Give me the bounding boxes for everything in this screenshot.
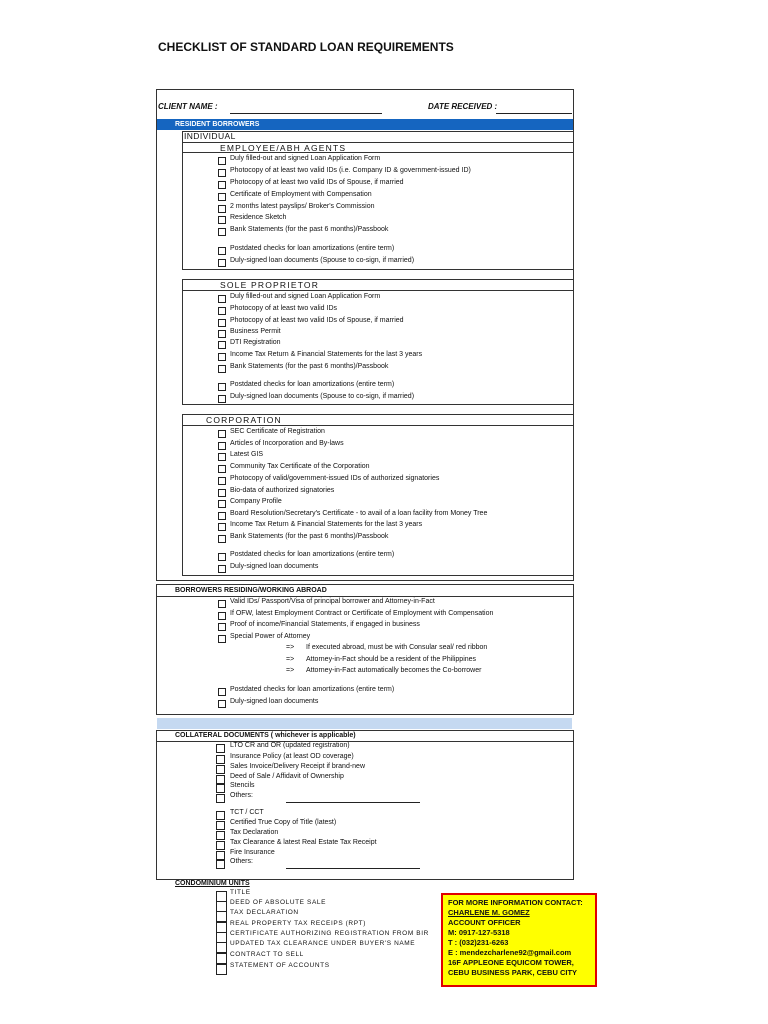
checkbox[interactable] xyxy=(218,442,226,450)
checklist-item-text: Company Profile xyxy=(230,498,282,505)
checkbox[interactable] xyxy=(216,744,225,753)
contact-address-2: CEBU BUSINESS PARK, CEBU CITY xyxy=(448,968,578,977)
checkbox[interactable] xyxy=(216,942,227,953)
others-underline[interactable] xyxy=(286,802,420,803)
page-title: CHECKLIST OF STANDARD LOAN REQUIREMENTS xyxy=(158,40,454,54)
date-received-label: DATE RECEIVED : xyxy=(428,102,498,111)
checklist-item-text: Stencils xyxy=(230,782,255,789)
abroad-divider xyxy=(157,596,573,597)
client-name-field[interactable] xyxy=(230,102,382,114)
date-received-field[interactable] xyxy=(496,102,572,114)
checkbox[interactable] xyxy=(218,535,226,543)
checkbox[interactable] xyxy=(218,365,226,373)
contact-address-1: 16F APPLEONE EQUICOM TOWER, xyxy=(448,958,574,967)
collateral-label: COLLATERAL DOCUMENTS ( whichever is applicable) xyxy=(175,732,356,739)
checkbox[interactable] xyxy=(218,205,226,213)
arrow-marker: => xyxy=(286,667,295,674)
contact-heading: FOR MORE INFORMATION CONTACT: xyxy=(448,898,583,907)
checklist-item-text: Photocopy of at least two valid IDs of Spouse, if married xyxy=(230,179,404,186)
spa-note: If executed abroad, must be with Consular seal/ red ribbon xyxy=(306,644,488,651)
checkbox[interactable] xyxy=(216,775,225,784)
checklist-item-text: Photocopy of valid/government-issued IDs of authorized signatories xyxy=(230,475,440,482)
checklist-item-text: 2 months latest payslips/ Broker's Commission xyxy=(230,203,375,210)
checkbox[interactable] xyxy=(218,553,226,561)
checklist-item-text: Duly filled-out and signed Loan Application Form xyxy=(230,293,381,300)
checkbox[interactable] xyxy=(218,688,226,696)
checkbox[interactable] xyxy=(218,453,226,461)
checkbox[interactable] xyxy=(218,319,226,327)
checkbox[interactable] xyxy=(218,477,226,485)
checklist-item-text: Fire Insurance xyxy=(230,849,275,856)
checklist-item-text: SEC Certificate of Registration xyxy=(230,428,325,435)
checkbox[interactable] xyxy=(216,765,225,774)
checklist-item-text: Community Tax Certificate of the Corporation xyxy=(230,463,370,470)
checkbox[interactable] xyxy=(218,565,226,573)
checkbox[interactable] xyxy=(218,612,226,620)
collateral-divider xyxy=(157,741,573,742)
checklist-item-text: Bank Statements (for the past 6 months)/Passbook xyxy=(230,363,389,370)
checkbox[interactable] xyxy=(218,600,226,608)
employee-label: EMPLOYEE/ABH AGENTS xyxy=(220,143,347,153)
spa-note: Attorney-in-Fact automatically becomes the Co-borrower xyxy=(306,667,482,674)
checklist-item-text: CONTRACT TO SELL xyxy=(230,951,304,958)
checkbox[interactable] xyxy=(216,755,225,764)
checkbox[interactable] xyxy=(218,216,226,224)
checklist-item-text: TITLE xyxy=(230,889,251,896)
contact-mobile: M: 0917-127-5318 xyxy=(448,928,510,937)
checkbox[interactable] xyxy=(216,831,225,840)
contact-name: CHARLENE M. GOMEZ xyxy=(448,908,530,917)
checklist-item-text: STATEMENT OF ACCOUNTS xyxy=(230,962,330,969)
checklist-item-text: Duly-signed loan documents xyxy=(230,698,319,705)
checkbox[interactable] xyxy=(218,193,226,201)
checkbox[interactable] xyxy=(218,383,226,391)
checklist-item-text: Proof of income/Financial Statements, if engaged in business xyxy=(230,621,420,628)
checklist-item-text: Income Tax Return & Financial Statements for the last 3 years xyxy=(230,351,423,358)
checkbox[interactable] xyxy=(218,353,226,361)
checkbox[interactable] xyxy=(218,228,226,236)
others-underline[interactable] xyxy=(286,868,420,869)
checklist-item-text: TCT / CCT xyxy=(230,809,264,816)
checklist-item-text: Duly filled-out and signed Loan Application Form xyxy=(230,155,381,162)
checkbox[interactable] xyxy=(218,512,226,520)
condo-label: CONDOMINIUM UNITS xyxy=(175,880,250,887)
contact-email: E : mendezcharlene92@gmail.com xyxy=(448,948,572,957)
checkbox[interactable] xyxy=(216,860,225,869)
checkbox[interactable] xyxy=(218,259,226,267)
corp-divider xyxy=(183,425,573,426)
checkbox[interactable] xyxy=(218,623,226,631)
checklist-item-text: Duly-signed loan documents (Spouse to co-sign, if married) xyxy=(230,257,415,264)
checkbox[interactable] xyxy=(218,430,226,438)
checkbox[interactable] xyxy=(218,181,226,189)
checklist-item-text: Duly-signed loan documents (Spouse to co-sign, if married) xyxy=(230,393,415,400)
checkbox[interactable] xyxy=(218,523,226,531)
checkbox[interactable] xyxy=(218,465,226,473)
separator-light-bar xyxy=(157,718,572,729)
checklist-item-text: Tax Declaration xyxy=(230,829,279,836)
checklist-item-text: Certificate of Employment with Compensation xyxy=(230,191,372,198)
checklist-item-text: UPDATED TAX CLEARANCE UNDER BUYER'S NAME xyxy=(230,940,416,947)
checkbox[interactable] xyxy=(218,489,226,497)
checkbox[interactable] xyxy=(216,841,225,850)
checkbox[interactable] xyxy=(218,330,226,338)
checkbox[interactable] xyxy=(218,341,226,349)
corporation-label: CORPORATION xyxy=(206,415,282,425)
checklist-item-text: DTI Registration xyxy=(230,339,281,346)
checklist-item-text: Others: xyxy=(230,858,253,865)
sole-proprietor-label: SOLE PROPRIETOR xyxy=(220,280,320,290)
checklist-item-text: Sales Invoice/Delivery Receipt if brand-new xyxy=(230,763,366,770)
contact-role: ACCOUNT OFFICER xyxy=(448,918,521,927)
checklist-item-text: Photocopy of at least two valid IDs xyxy=(230,305,337,312)
contact-tel: T : (032)231-6263 xyxy=(448,938,509,947)
checklist-item-text: Certified True Copy of Title (latest) xyxy=(230,819,337,826)
checklist-item-text: TAX DECLARATION xyxy=(230,909,299,916)
checkbox[interactable] xyxy=(218,395,226,403)
checkbox[interactable] xyxy=(218,295,226,303)
checklist-item-text: Tax Clearance & latest Real Estate Tax Receipt xyxy=(230,839,377,846)
checklist-item-text: Income Tax Return & Financial Statements for the last 3 years xyxy=(230,521,423,528)
sole-divider xyxy=(183,290,573,291)
checkbox[interactable] xyxy=(216,851,225,860)
checklist-item-text: Bank Statements (for the past 6 months)/Passbook xyxy=(230,226,389,233)
individual-label: INDIVIDUAL xyxy=(184,131,236,141)
checklist-item-text: Postdated checks for loan amortizations (entire term) xyxy=(230,551,395,558)
checklist-item-text: Postdated checks for loan amortizations (entire term) xyxy=(230,381,395,388)
checklist-item-text: Duly-signed loan documents xyxy=(230,563,319,570)
checkbox[interactable] xyxy=(218,157,226,165)
checkbox[interactable] xyxy=(216,811,225,820)
checkbox[interactable] xyxy=(218,500,226,508)
checkbox[interactable] xyxy=(216,964,227,975)
checklist-item-text: Insurance Policy (at least OD coverage) xyxy=(230,753,354,760)
arrow-marker: => xyxy=(286,644,295,651)
checklist-item-text: DEED OF ABSOLUTE SALE xyxy=(230,899,327,906)
checkbox[interactable] xyxy=(218,700,226,708)
checklist-item-text: Deed of Sale / Affidavit of Ownership xyxy=(230,773,344,780)
arrow-marker: => xyxy=(286,656,295,663)
checkbox[interactable] xyxy=(218,169,226,177)
spa-note: Attorney-in-Fact should be a resident of the Philippines xyxy=(306,656,477,663)
checklist-item-text: Latest GIS xyxy=(230,451,264,458)
checklist-item-text: Business Permit xyxy=(230,328,281,335)
checklist-item-text: If OFW, latest Employment Contract or Certificate of Employment with Compensation xyxy=(230,610,494,617)
checklist-item-text: Postdated checks for loan amortizations (entire term) xyxy=(230,245,395,252)
abroad-label: BORROWERS RESIDING/WORKING ABROAD xyxy=(175,587,327,594)
checklist-item-text: Bio-data of authorized signatories xyxy=(230,487,335,494)
checkbox[interactable] xyxy=(218,307,226,315)
checklist-item-text: LTO CR and OR (updated registration) xyxy=(230,742,350,749)
checklist-item-text: Postdated checks for loan amortizations (entire term) xyxy=(230,686,395,693)
checklist-item-text: Residence Sketch xyxy=(230,214,287,221)
checklist-item-text: REAL PROPERTY TAX RECEIPS (RPT) xyxy=(230,920,366,927)
checklist-item-text: Special Power of Attorney xyxy=(230,633,311,640)
checkbox[interactable] xyxy=(218,247,226,255)
checklist-item-text: Valid IDs/ Passport/Visa of principal borrower and Attorney-in-Fact xyxy=(230,598,435,605)
employee-divider xyxy=(183,152,573,153)
checklist-item-text: Board Resolution/Secretary's Certificate - to avail of a loan facility from Money Tree xyxy=(230,510,488,517)
client-name-label: CLIENT NAME : xyxy=(158,102,218,111)
checkbox[interactable] xyxy=(216,911,227,922)
checklist-item-text: Photocopy of at least two valid IDs (i.e. Company ID & government-issued ID) xyxy=(230,167,471,174)
checkbox[interactable] xyxy=(216,784,225,793)
checkbox[interactable] xyxy=(216,794,225,803)
checklist-item-text: Bank Statements (for the past 6 months)/Passbook xyxy=(230,533,389,540)
checklist-item-text: CERTIFICATE AUTHORIZING REGISTRATION FROM BIR xyxy=(230,930,429,937)
checkbox[interactable] xyxy=(216,821,225,830)
checklist-item-text: Photocopy of at least two valid IDs of Spouse, if married xyxy=(230,317,404,324)
checkbox[interactable] xyxy=(218,635,226,643)
checklist-item-text: Others: xyxy=(230,792,253,799)
contact-info-box xyxy=(441,893,597,987)
checkbox[interactable] xyxy=(216,953,227,964)
resident-borrowers-bar: RESIDENT BORROWERS xyxy=(157,119,573,130)
checklist-item-text: Articles of Incorporation and By-laws xyxy=(230,440,344,447)
